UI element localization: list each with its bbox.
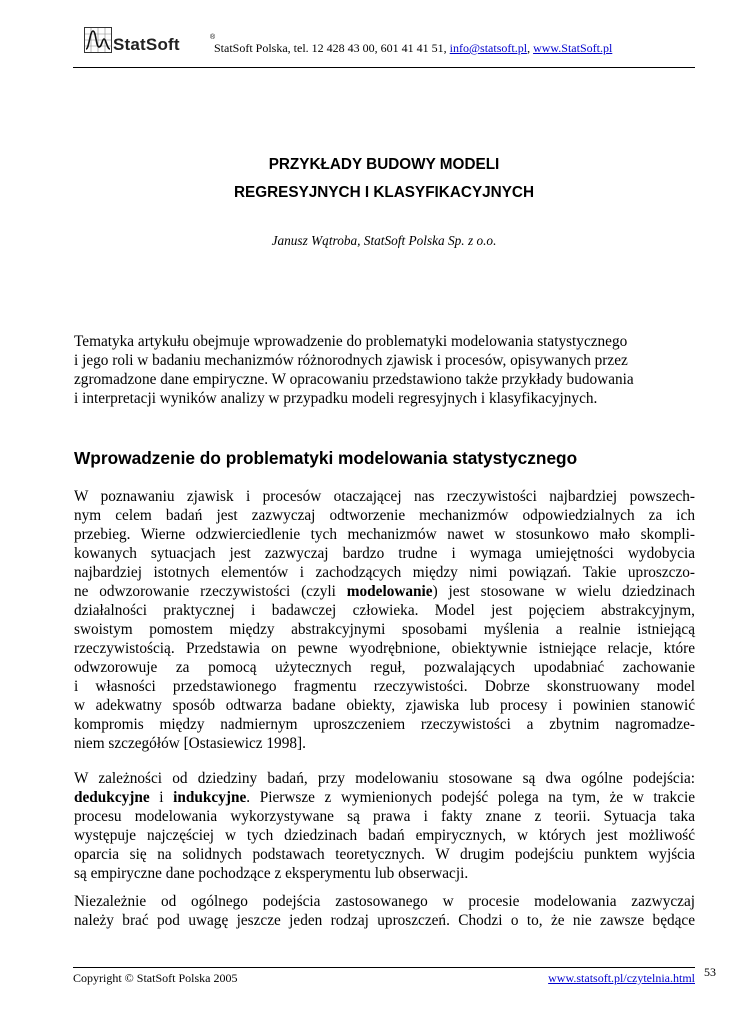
intro-paragraph [74,332,695,408]
paragraph-line: należy brać pod uwagę jeszcze jeden rodzaj uproszczeń. Chodzi o to, że nie zawsze będące [74,912,695,929]
paragraph-line: Niezależnie od ogólnego podejścia zastosowanego w procesie modelowania zazwyczaj [74,893,695,910]
contact-text: StatSoft Polska, tel. 12 428 43 00, 601 41 41 51, [214,41,450,55]
intro-line: i interpretacji wyników analizy w przypadku modeli regresyjnych i klasyfikacyjnych. [74,390,598,407]
paragraph-line: przebieg. Wierne odzwierciedlenie tych mechanizmów nawet w stosunkowo mało skompli- [74,526,695,543]
bold-term-modelowanie: modelowanie [346,583,433,600]
page-footer [73,971,695,989]
logo-chart-icon [84,27,112,53]
paragraph-line: rzeczywistością. Przedstawia on pewne wyodrębnione, obiektywnie istniejące relacje, które [74,640,695,657]
bold-term-dedukcyjne: dedukcyjne [74,789,150,806]
header-contact [214,41,612,56]
paragraph-line: W poznawaniu zjawisk i procesów otaczającej nas rzeczywistości najbardziej powszech- [74,488,695,505]
paragraph-line: kowanych sytuacjach jest zazwyczaj bardzo trudne i wymaga umiejętności wydobycia [74,545,695,562]
author-line: Janusz Wątroba, StatSoft Polska Sp. z o.o. [271,233,497,248]
paragraph-line: W zależności od dziedziny badań, przy modelowaniu stosowane są dwa ogólne podejścia: [74,770,695,787]
line-text: ne odwzorowanie rzeczywistości (czyli [74,583,347,600]
email-link[interactable]: info@statsoft.pl [449,41,528,55]
registered-mark: ® [210,34,216,41]
paragraph-line: nym celem badań jest zazwyczaj odtworzenie mechanizmów odpowiedzialnych za ich [74,507,695,524]
title-line-2: REGRESYJNYCH I KLASYFIKACYJNYCH [233,184,535,201]
section-heading: Wprowadzenie do problematyki modelowania statystycznego [74,448,578,468]
title-line-1: PRZYKŁADY BUDOWY MODELI [268,156,500,173]
paragraph-line: najbardziej istotnych elementów i zachodzących między nimi powiązań. Takie uproszczo- [74,564,695,581]
contact-separator: , [527,41,534,55]
statsoft-logo [84,27,219,57]
body-paragraph-2 [74,769,695,883]
footer-copyright: Copyright © StatSoft Polska 2005 [73,971,238,985]
paragraph-line: procesu modelowania wykorzystywane są prawa i fakty znane z teorii. Sytuacja taka [74,808,695,825]
paragraph-line: niem szczegółów [Ostasiewicz 1998]. [74,735,306,752]
paragraph-line [74,788,695,807]
paragraph-line: w adekwatny sposób odtwarza badane obiekty, zjawiska lub procesy i powinien stanowić [74,697,695,714]
paragraph-line: występuje najczęściej w tych dziedzinach badań empirycznych, w których jest możliwość [74,827,695,844]
body-paragraph-3 [74,892,695,930]
paragraph-line: oparcia się na solidnych podstawach teoretycznych. W drugim podejściu punktem wyjścia [74,846,695,863]
intro-line: zgromadzone dane empiryczne. W opracowaniu przedstawiono także przykłady budowania [74,371,634,388]
logo-text: StatSoft [113,35,180,54]
bold-term-indukcyjne: indukcyjne [173,789,247,806]
paragraph-line: są empiryczne dane pochodzące z eksperymentu lub obserwacji. [74,865,469,882]
paragraph-line [74,582,695,601]
website-link[interactable]: www.StatSoft.pl [533,41,613,55]
paragraph-line: działalności praktycznej i badawczej człowieka. Model jest pojęciem abstrakcyjnym, [74,602,695,619]
header-divider [73,67,695,68]
page-header [73,26,695,68]
line-text: . Pierwsze z wymienionych podejść polega na tym, że w trakcie [246,789,695,806]
intro-line: i jego roli w badaniu mechanizmów różnorodnych zjawisk i procesów, opisywanych przez [74,352,628,369]
paragraph-line: odwzorowuje za pomocą użytecznych reguł, pozwalających upodabniać zachowanie [74,659,695,676]
footer-link[interactable]: www.statsoft.pl/czytelnia.html [548,971,695,985]
paragraph-line: swoistym pomostem między abstrakcyjnymi sposobami myślenia a realnie istniejącą [74,621,695,638]
line-text: i [149,789,174,806]
intro-line: Tematyka artykułu obejmuje wprowadzenie do problematyki modelowania statystycznego [74,333,628,350]
body-paragraph-1 [74,487,695,753]
line-text: ) jest stosowane w wielu dziedzinach [432,583,695,600]
paragraph-line: kompromis między nadmiernym uproszczeniem rzeczywistości a zbytnim nagromadze- [74,716,695,733]
page-number: 53 [704,965,716,979]
footer-divider [73,967,695,968]
paragraph-line: i własności przedstawionego fragmentu rzeczywistości. Dobrze skonstruowany model [74,678,695,695]
